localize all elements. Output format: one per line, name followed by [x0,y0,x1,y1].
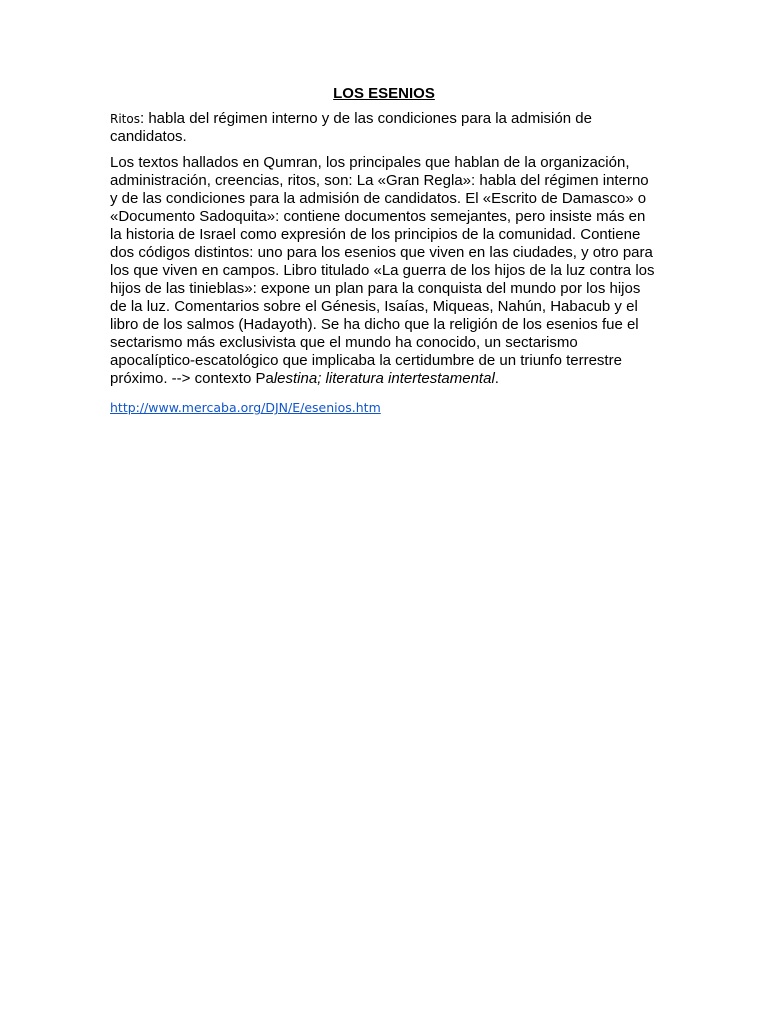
body-paragraph [110,154,658,388]
body-italic-text: lestina; literatura intertestamental [273,370,495,387]
source-link[interactable]: http://www.mercaba.org/DJN/E/esenios.htm [110,400,381,415]
ritos-text: habla del régimen interno y de las condiciones para la admisión de candidatos. [110,110,592,145]
ritos-paragraph [110,110,658,146]
body-text: Los textos hallados en Qumran, los principales que hablan de la organización, administración, creencias, ritos, son: La «Gran Regla»: habla del régimen interno y de las condiciones para la admisión de candidatos. El «Escrito de Damasco» o «Documento Sadoquita»: contiene documentos semejantes, pero insiste más en la historia de Israel como expresión de los principios de la comunidad. Contiene dos códigos distintos: uno para los esenios que viven en las ciudades, y otro para los que viven en campos. Libro titulado «La guerra de los hijos de la luz contra los hijos de las tinieblas»: expone un plan para la conquista del mundo por los hijos de la luz. Comentarios sobre el Génesis, Isaías, Miqueas, Nahún, Habacub y el libro de los salmos (Hadayoth). Se ha dicho que la religión de los esenios fue el sectarismo más exclusivista que el mundo ha conocido, un sectarismo apocalíptico-escatológico que implicaba la certidumbre de un triunfo terrestre próximo. --> contexto Pa [110,154,655,387]
document-title: LOS ESENIOS [333,85,435,102]
document-content [110,84,658,417]
ritos-label: Ritos [110,112,140,126]
ritos-colon: : [139,110,145,127]
body-end: . [494,370,499,387]
